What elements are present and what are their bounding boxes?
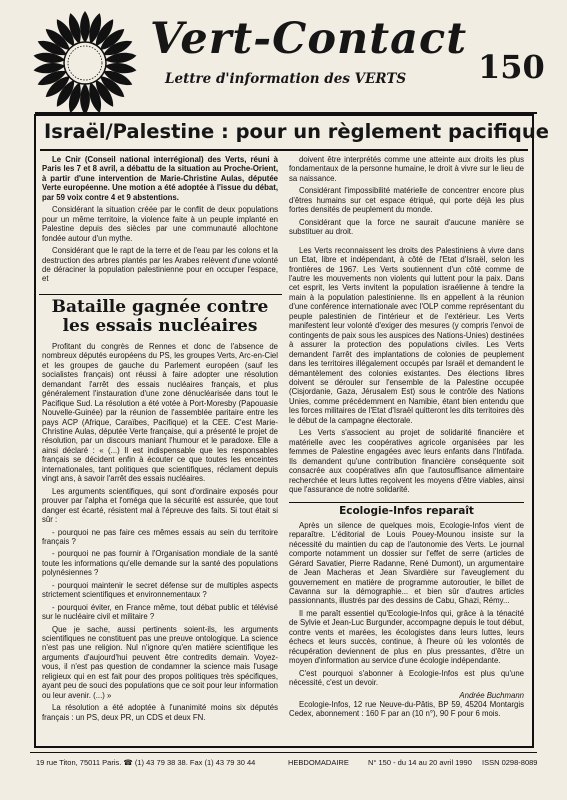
section-divider (289, 497, 524, 503)
footer-address: 19 rue Titon, 75011 Paris. ☎ (1) 43 79 38 38. Fax (1) 43 79 30 44 (36, 758, 256, 767)
main-article-title: Israël/Palestine : pour un règlement pacifique (44, 120, 549, 143)
paragraph: Considérant la situation créée par le conflit de deux populations pour un même territoire, la violence faite à un peuple implanté en Palestine depuis des siècles par une communauté allochtone fondée autour d'un mythe. (42, 205, 278, 243)
title-divider (40, 149, 528, 151)
section-divider (39, 294, 282, 295)
paragraph: Considérant que la force ne saurait d'aucune manière se substituer au droit. (289, 217, 524, 237)
masthead-subtitle: Lettre d'information des VERTS (165, 71, 407, 87)
paragraph: - pourquoi éviter, en France même, tout débat public et télévisé sur le nucléaire civil et militaire ? (42, 602, 278, 622)
paragraph: - pourquoi ne pas faire ces mêmes essais au sein du territoire français ? (42, 527, 278, 546)
article-lead: Le Cnir (Conseil national interrégional) des Verts, réuni à Paris les 7 et 8 avril, a débattu de la situation au Proche-Orient, à partir d'une intervention de Marie-Christine Aulas, députée Verte européenne. Une motion a été adoptée à l'issue du débat, par 59 voix contre 4 et 9 abstentions. (42, 155, 278, 202)
masthead-title: Vert-Contact (150, 14, 468, 64)
paragraph: - pourquoi ne pas fournir à l'Organisation mondiale de la santé toute les informations qu'elle demande sur la santé des populations polynésiennes ? (42, 549, 278, 578)
footer-divider (30, 752, 537, 753)
left-column (42, 155, 278, 740)
paragraph: doivent être interprétés comme une atteinte aux droits les plus fondamentaux de la personne humaine, le droit à vivre sur le lieu de sa naissance. (289, 155, 524, 183)
paragraph: Il me paraît essentiel qu'Ecologie-Infos qui, grâce à la ténacité de Sylvie et Jean-Luc Burgunder, accompagne depuis le tout début, contre vents et marées, les écologistes dans leurs luttes, leurs échecs et leurs succès, continue, à l'heure où les volontés de récupération deviennent de plus en plus pressantes, d'être un moyen d'information au service d'une écologie indépendante. (289, 608, 524, 666)
paragraph: Après un silence de quelques mois, Ecologie-Infos vient de reparaître. L'éditorial de Louis Pouey-Mounou insiste sur la nécessité du maintien du cap de l'autonomie des Verts. Le journal comporte notamment un dossier sur l'effet de serre (articles de Gérard Savatier, Pierre Radanne, René Dumont), un argumentaire de Jean Macheras et Jean Sivardière sur l'aveuglement du gouvernement en matière de programme autoroutier, le billet de Cavanna sur la démographie... et bien sûr d'autres articles passionnants, illustrés par des dessins de Cabu, Ghazi, Rémy... (289, 520, 524, 606)
paragraph: Les arguments scientifiques, qui sont d'ordinaire exposés pour prouver par l'alpha et l'oméga que la sécurité est assurée, que tout danger est écarté, résistent mal à l'épreuve des faits. Si tout était si sûr : (42, 486, 278, 525)
essais-article-title: Bataille gagnée contre les essais nucléaires (51, 296, 269, 336)
paragraph: - pourquoi maintenir le secret défense sur de multiples aspects strictement scientifiques et environnementaux ? (42, 580, 278, 600)
paragraph: Que je sache, aussi pertinents soient-ils, les arguments scientifiques ne constituent pas une preuve ontologique. La science n'est pas une religion. Nul n'ignore qu'en matière scientifique les arguments d'aujourd'hui peuvent être contredits demain. Voyez-vous, il n'est pas question de condamner la science mais l'usage religieux qui en est fait pour des propos politiques très spécifiques, ayant peu de souci des populations que ce soit pour leur information ou leur avenir. (...) » (42, 624, 278, 700)
paragraph: Ecologie-Infos, 12 rue Neuve-du-Pâtis, BP 59, 45204 Montargis Cedex, abonnement : 160 F par an (10 n°), 90 F pour 6 mois. (289, 700, 524, 719)
footer-issue: N° 150 - du 14 au 20 avril 1990 (368, 758, 472, 767)
footer-issn: ISSN 0298-8089 (482, 758, 538, 767)
paragraph: Considérant l'impossibilité matérielle de concentrer encore plus d'êtres humains sur cet espace étriqué, qui porte déjà les plus fortes densités de peuplement du monde. (289, 186, 524, 215)
ecologie-article-title: Ecologie-Infos reparaît (339, 505, 474, 518)
sunflower-logo (30, 8, 140, 118)
right-column (289, 155, 524, 740)
footer-frequency: HEBDOMADAIRE (288, 758, 349, 767)
issue-number: 150 (478, 48, 545, 86)
paragraph: Les Verts reconnaissent les droits des Palestiniens à vivre dans un Etat, libre et indépendant, à côté de l'Etat d'Israël, selon les frontières de 1967. Les Verts soutiennent d'un côté comme de l'autre les mouvements non violents qui luttent pour la paix. Dans cet esprit, les Verts invitent la population israélienne à tendre la main à la population palestinienne. Ils en appellent à la réunion d'une conférence internationale avec l'OLP comme représentant du peuple palestinien de l'intérieur et de l'extérieur. Les Verts manifestent leur volonté d'exiger des mesures (y compris l'envoi de contingents de paix sous les auspices des Nations-Unies) destinées à assurer la protection des populations civiles. Les Verts demandent l'arrêt des implantations de colonies de peuplement dans les territoires illégalement occupés par Israël et demandent le démantèlement des colonies existantes. Des élections libres doivent se dérouler sur l'ensemble de la Palestine occupée (Cisjordanie, Gaza, Jérusalem Est) sous le contrôle des Nations Unies, comme précédemment en Namibie, étant bien entendu que les forces militaires de l'Etat d'Israël quitteront les dits territoires dès le début de la campagne électorale. (289, 245, 524, 425)
paragraph: Profitant du congrès de Rennes et donc de l'absence de nombreux députés européens du PS, les groupes Verts, Arc-en-Ciel et les groupes de gauche du Parlement européen (sauf les socialistes français) ont réussi à faire adopter une résolution demandant l'arrêt des essais nucléaires français, et plus généralement l'instauration d'une zone dénucléarisée dans tout le Pacifique Sud. La résolution a été votée à Port-Moresby (Papouasie Nouvelle-Guinée) par la réunion de l'assemblée paritaire entre les pays ACP (Afrique, Caraïbes, Pacifique) et la CEE. C'est Marie-Christine Aulas, députée Verte française, qui a présenté le projet de résolution, par un discours maniant l'humour et le paradoxe. Elle a ainsi déclaré : « (...) Il est indispensable que les responsables français se décident enfin à écouter ce que toutes les enceintes internationales, tant politiques que scientifiques, réclament depuis vingt ans, à savoir l'arrêt des essais nucléaires. (42, 341, 278, 484)
paragraph: Les Verts s'associent au projet de solidarité financière et matérielle avec les coopératives agricole organisées par les femmes de Palestine engagées avec leurs enfants dans l'Intifada. Ils demandent qu'une contribution financière conséquente soit consacrée aux coopératives afin que l'autosuffisance alimentaire recherchée et leurs luttes reçoivent les moyens d'être viables, ainsi que l'assurance de notre solidarité. (289, 428, 524, 494)
signature: Andrée Buchmann (459, 690, 524, 700)
paragraph: C'est pourquoi s'abonner à Ecologie-Infos est plus qu'une nécessité, c'est un devoir. (289, 668, 524, 688)
paragraph: La résolution a été adoptée à l'unanimité moins six députés français : un PS, deux PR, un CDS et deux FN. (42, 703, 278, 722)
paragraph: Considérant que le rapt de la terre et de l'eau par les colons et la destruction des arbres plantés par les Arabes relèvent d'une volonté de déraciner la population palestinienne pour en occuper l'espace, et (42, 246, 278, 284)
